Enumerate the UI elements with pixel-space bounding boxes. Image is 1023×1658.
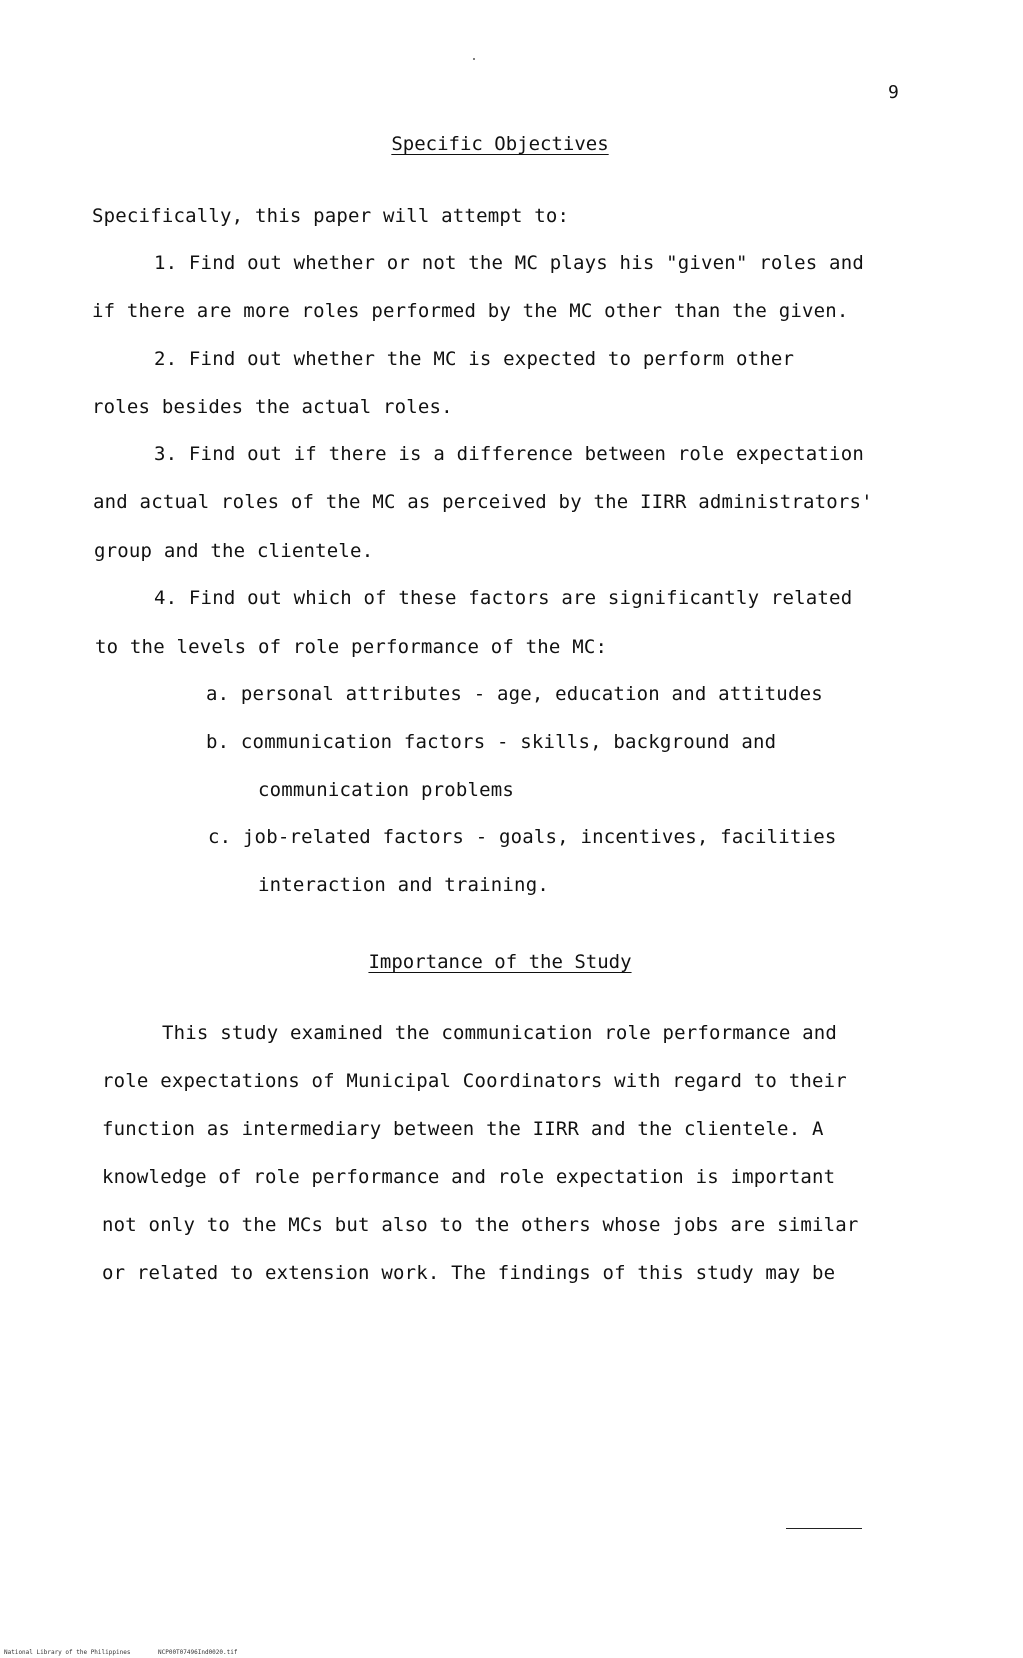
- section-heading-specific-objectives: Specific Objectives: [391, 133, 609, 155]
- sub-item-c: c. job-related factors - goals, incentives, facilities: [208, 826, 837, 848]
- paragraph-line: function as intermediary between the IIRR and the clientele. A: [102, 1118, 824, 1140]
- objective-1-line: 1. Find out whether or not the MC plays his "given" roles and: [154, 252, 864, 274]
- intro-line: Specifically, this paper will attempt to:: [92, 205, 570, 227]
- objective-1-line: if there are more roles performed by the MC other than the given.: [92, 300, 849, 322]
- sub-item-b: b. communication factors - skills, background and: [206, 731, 777, 753]
- objective-3-line: and actual roles of the MC as perceived by the IIRR administrators': [93, 491, 873, 513]
- page-number: 9: [888, 82, 899, 103]
- paragraph-line: not only to the MCs but also to the others whose jobs are similar: [102, 1214, 859, 1236]
- sub-item-c-continued: interaction and training.: [258, 874, 549, 896]
- sub-item-a: a. personal attributes - age, education and attitudes: [206, 683, 823, 705]
- paragraph-line: knowledge of role performance and role expectation is important: [102, 1166, 836, 1188]
- footer-file-id: NCP00T07496Ind0020.tif: [158, 1649, 238, 1656]
- footnote-rule: [786, 1528, 862, 1529]
- sub-item-b-continued: communication problems: [258, 779, 515, 801]
- objective-2-line: 2. Find out whether the MC is expected to perform other: [154, 348, 795, 370]
- objective-3-line: group and the clientele.: [94, 540, 374, 562]
- objective-2-line: roles besides the actual roles.: [92, 396, 453, 418]
- section-heading-importance: Importance of the Study: [368, 951, 632, 973]
- paragraph-line: or related to extension work. The findings of this study may be: [102, 1262, 836, 1284]
- paragraph-line: This study examined the communication role performance and: [162, 1022, 838, 1044]
- paragraph-line: role expectations of Municipal Coordinators with regard to their: [102, 1070, 847, 1092]
- objective-3-line: 3. Find out if there is a difference between role expectation: [154, 443, 864, 465]
- objective-4-line: to the levels of role performance of the MC:: [95, 636, 608, 658]
- scan-speck: [473, 58, 475, 60]
- objective-4-line: 4. Find out which of these factors are significantly related: [154, 587, 853, 609]
- footer-library-credit: National Library of the Philippines: [4, 1649, 131, 1656]
